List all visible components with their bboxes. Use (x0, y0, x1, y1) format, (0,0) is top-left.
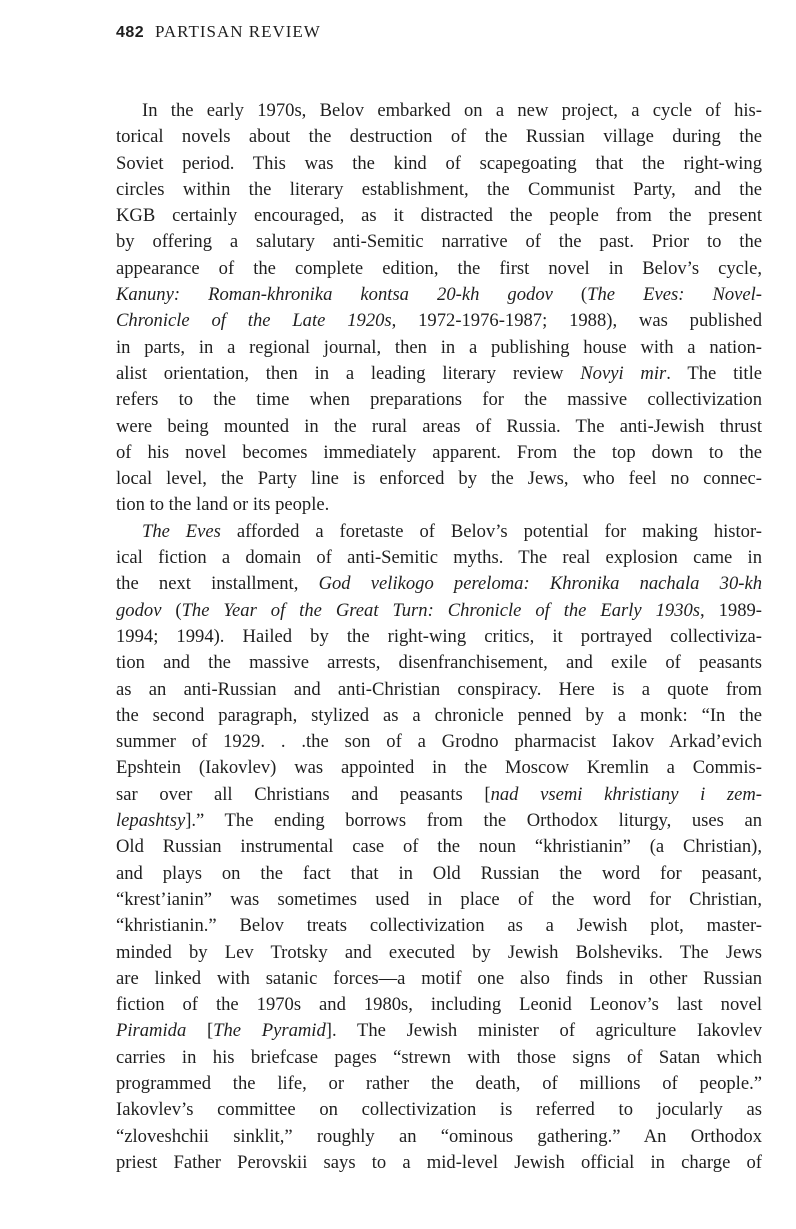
paragraph (116, 98, 762, 519)
italic-text: Novyi mir (580, 362, 667, 384)
text-run: “khristianin.” Belov treats collectivization as a Jewish plot, master- (116, 915, 762, 937)
running-head (116, 22, 321, 42)
text-run: Iakovlev’s committee on collectivization is referred to jocularly as (116, 1099, 762, 1121)
text-run: [ (186, 1020, 214, 1042)
text-run: KGB certainly encouraged, as it distracted the people from the present (116, 205, 762, 227)
text-line (116, 229, 762, 255)
italic-text: Kanuny: Roman-khronika kontsa 20-kh godov (116, 284, 553, 306)
text-line (116, 1150, 762, 1176)
text-run: “krest’ianin” was sometimes used in place of the word for Christian, (116, 888, 762, 910)
page-number: 482 (116, 24, 145, 41)
text-line (116, 1071, 762, 1097)
text-line (116, 940, 762, 966)
text-run: in parts, in a regional journal, then in a publishing house with a nation- (116, 336, 762, 358)
text-line (116, 755, 762, 781)
text-run: and plays on the fact that in Old Russian the word for peasant, (116, 862, 762, 884)
text-line (116, 361, 762, 387)
text-line (116, 861, 762, 887)
italic-text: lepashtsy (116, 810, 186, 832)
text-run: ]. The Jewish minister of agriculture Iakovlev (325, 1020, 762, 1042)
italic-text: Piramida (116, 1020, 187, 1042)
text-run: were being mounted in the rural areas of Russia. The anti-Jewish thrust (116, 415, 762, 437)
text-run: as an anti-Russian and anti-Christian conspiracy. Here is a quote from (116, 678, 762, 700)
text-line (116, 624, 762, 650)
journal-title: PARTISAN REVIEW (154, 22, 321, 41)
text-line (116, 440, 762, 466)
text-run: ical fiction a domain of anti-Semitic myths. The real explosion came in (116, 547, 762, 569)
text-line (116, 308, 762, 334)
text-line (116, 545, 762, 571)
text-run: Soviet period. This was the kind of scapegoating that the right-wing (116, 152, 762, 174)
text-line (116, 598, 762, 624)
text-line (116, 124, 762, 150)
text-line (116, 677, 762, 703)
text-run: appearance of the complete edition, the first novel in Belov’s cycle, (116, 257, 762, 279)
text-line (116, 808, 762, 834)
text-run: In the early 1970s, Belov embarked on a new project, a cycle of his- (142, 100, 762, 121)
text-line (116, 729, 762, 755)
text-run: programmed the life, or rather the death, of millions of people.” (116, 1072, 762, 1094)
text-run: sar over all Christians and peasants [ (116, 783, 491, 805)
text-run: fiction of the 1970s and 1980s, including Leonid Leonov’s last novel (116, 994, 762, 1016)
italic-text: Chronicle of the Late 1920s (116, 310, 392, 332)
text-run: ( (552, 284, 588, 306)
text-run: circles within the literary establishment, the Communist Party, and the (116, 178, 762, 200)
text-run: “zloveshchii sinklit,” roughly an “ominous gathering.” An Orthodox (116, 1125, 762, 1147)
text-run: , 1972-1976-1987; 1988), was published (391, 310, 762, 332)
text-line (116, 1097, 762, 1123)
text-run: tion to the land or its people. (116, 494, 330, 516)
text-run: , 1989- (700, 599, 762, 621)
italic-text: nad vsemi khristiany i zem- (490, 783, 762, 805)
text-run: ].” The ending borrows from the Orthodox liturgy, uses an (185, 810, 762, 832)
text-line (116, 492, 762, 518)
text-line (116, 992, 762, 1018)
italic-text: The Eves (142, 520, 221, 542)
text-line (116, 98, 762, 124)
text-line (116, 177, 762, 203)
text-run: are linked with satanic forces—a motif one also finds in other Russian (116, 967, 762, 989)
text-run: afforded a foretaste of Belov’s potential for making histor- (220, 520, 762, 542)
text-run: alist orientation, then in a leading literary review (116, 362, 581, 384)
text-line (116, 414, 762, 440)
text-run: of his novel becomes immediately apparent. From the top down to the (116, 441, 762, 463)
text-line (116, 1045, 762, 1071)
italic-text: God velikogo pereloma: Khronika nachala 30-kh (318, 573, 763, 595)
text-run: summer of 1929. . .the son of a Grodno pharmacist Iakov Arkad’evich (116, 731, 762, 753)
text-run: refers to the time when preparations for the massive collectivization (116, 389, 762, 411)
text-run: minded by Lev Trotsky and executed by Jewish Bolsheviks. The Jews (116, 941, 762, 963)
text-line (116, 256, 762, 282)
text-run: torical novels about the destruction of the Russian village during the (116, 126, 762, 148)
text-line (116, 571, 762, 597)
text-run: . The title (666, 362, 762, 384)
text-line (116, 466, 762, 492)
text-line (116, 335, 762, 361)
text-line (116, 387, 762, 413)
text-line (116, 887, 762, 913)
text-run: the second paragraph, stylized as a chronicle penned by a monk: “In the (116, 704, 762, 726)
text-line (116, 782, 762, 808)
text-run: by offering a salutary anti-Semitic narrative of the past. Prior to the (116, 231, 762, 253)
text-line (116, 966, 762, 992)
text-line (116, 519, 762, 545)
text-line (116, 1124, 762, 1150)
text-run: priest Father Perovskii says to a mid-level Jewish official in charge of (116, 1151, 762, 1173)
text-run: Old Russian instrumental case of the noun “khristianin” (a Christian), (116, 836, 762, 858)
text-line (116, 1018, 762, 1044)
text-line (116, 703, 762, 729)
text-line (116, 203, 762, 229)
italic-text: The Year of the Great Turn: Chronicle of the Early 1930s (181, 599, 701, 621)
text-line (116, 151, 762, 177)
text-run: tion and the massive arrests, disenfranchisement, and exile of peasants (116, 652, 762, 674)
text-run: local level, the Party line is enforced by the Jews, who feel no connec- (116, 468, 762, 490)
text-run: Epshtein (Iakovlev) was appointed in the Moscow Kremlin a Commis- (116, 757, 762, 779)
text-run: 1994; 1994). Hailed by the right-wing critics, it portrayed collectiviza- (116, 625, 762, 647)
text-line (116, 913, 762, 939)
text-line (116, 650, 762, 676)
text-run: the next installment, (116, 573, 319, 595)
italic-text: The Eves: Novel- (587, 284, 763, 306)
text-line (116, 834, 762, 860)
text-run: carries in his briefcase pages “strewn with those signs of Satan which (116, 1046, 762, 1068)
body-text (116, 98, 762, 1176)
italic-text: The Pyramid (213, 1020, 326, 1042)
italic-text: godov (116, 599, 162, 621)
paragraph (116, 519, 762, 1176)
text-line (116, 282, 762, 308)
text-run: ( (161, 599, 182, 621)
